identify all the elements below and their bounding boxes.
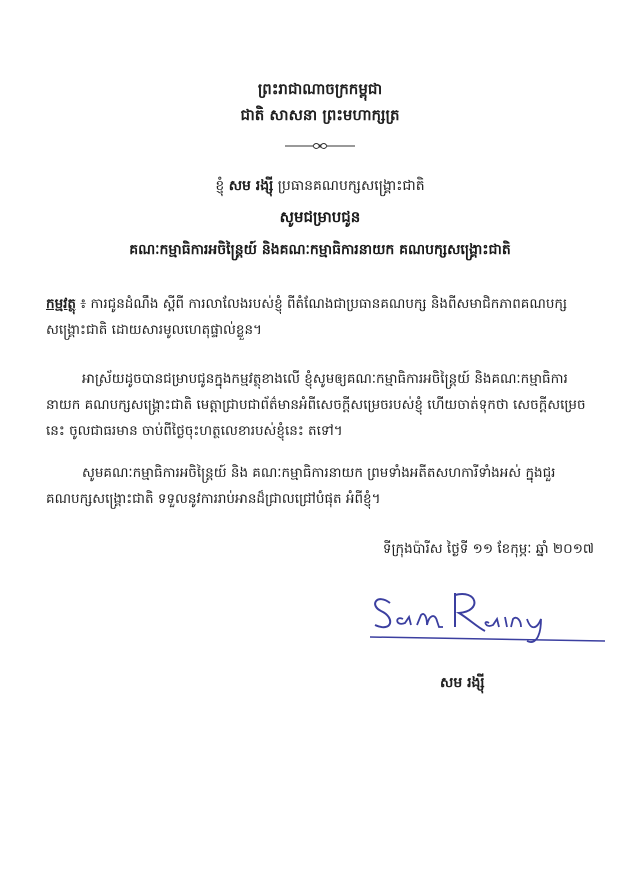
dateline: ទីក្រុងប៉ារីស ថ្ងៃទី ១១ ខែកុម្ភៈ ឆ្នាំ ២០១៧ [382,541,594,557]
subject-text: ៖ ការជូនដំណឹង ស្តីពី ការលាលែងរបស់ខ្ញុំ ពីតំណែងជាប្រធានគណបក្ស និងពីសមាជិកភាពគណបក្សសង្គ្រោះជាតិ ដោយសារមូលហេតុផ្ទាល់ខ្លួន។ [46,296,568,338]
salutation: សូមជម្រាបជូន [279,208,361,226]
signatory-name: សម រង្ស៊ី [440,675,485,691]
body-paragraph-2: សូមគណៈកម្មាធិការអចិន្ត្រៃយ៍ និង គណៈកម្មាធិការនាយក ព្រមទាំងអតីតសហការីទាំងអស់ ក្នុងជួរគណបក្សសង្គ្រោះជាតិ ទទួលនូវការរាប់អានដ៏ជ្រាលជ្រៅបំផុត អំពីខ្ញុំ។ [46,465,556,507]
body-paragraph-1: អាស្រ័យដូចបានជម្រាបជូនក្នុងកម្មវត្ថុខាងលើ ខ្ញុំសូមឲ្យគណៈកម្មាធិការអចិន្ត្រៃយ៍ និងគណៈកម្មាធិការនាយក គណបក្សសង្គ្រោះជាតិ មេត្តាជ្រាបជាព័ត៌មានអំពីសេចក្តីសម្រេចរបស់ខ្ញុំ ហើយចាត់ទុកថា សេចក្តីសម្រេចនេះ ចូលជាធរមាន ចាប់ពីថ្ងៃចុះហត្ថលេខារបស់ខ្ញុំនេះ តទៅ។ [46,371,586,439]
handwritten-signature [365,575,610,645]
sender-line [0,176,640,197]
subject-label: កម្មវត្ថុ [46,296,76,312]
recipients: គណៈកម្មាធិការអចិន្ត្រៃយ៍ និងគណៈកម្មាធិការនាយក គណបក្សសង្គ្រោះជាតិ [129,242,511,258]
national-motto: ជាតិ សាសនា ព្រះមហាក្សត្រ [240,106,400,124]
sender-title: ប្រធានគណបក្សសង្គ្រោះជាតិ [277,178,425,194]
kingdom-heading: ព្រះរាជាណាចក្រកម្ពុជា [257,80,383,98]
sender-pronoun: ខ្ញុំ [215,178,225,194]
sender-name: សម រង្ស៊ី [228,178,274,194]
ornament-divider-icon [285,140,355,152]
subject-paragraph [46,291,594,343]
